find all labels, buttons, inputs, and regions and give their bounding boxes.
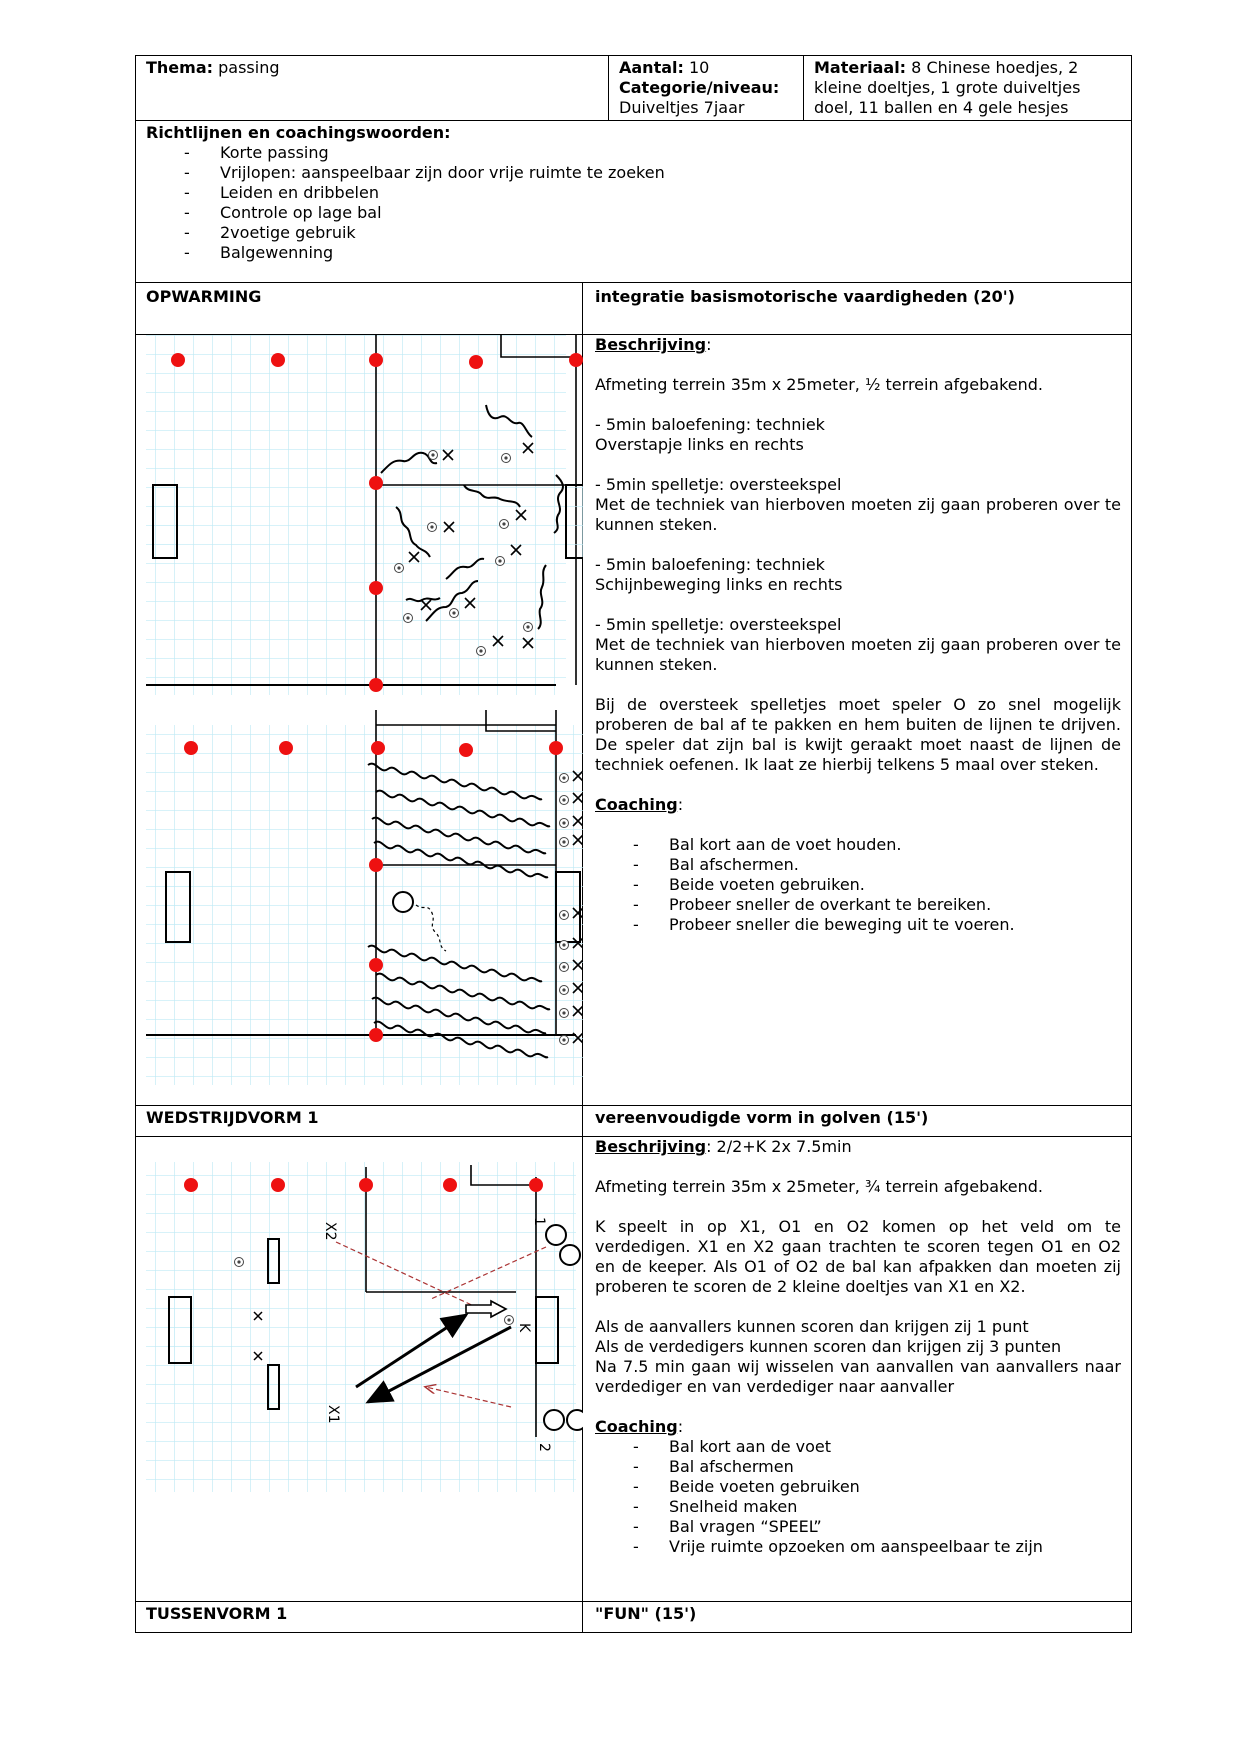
training-sheet xyxy=(135,55,1131,1633)
list-item: - Bal afschermen. xyxy=(633,855,1121,875)
tussenvorm-row xyxy=(136,1602,1132,1633)
opwarming-header-row xyxy=(136,283,1132,335)
paragraph: Overstapje links en rechts xyxy=(595,435,804,454)
paragraph: Bij de oversteek spelletjes moet speler O zo snel mogelijk proberen de bal af te pakken en hem buiten de lijnen te drijven. De speler dat zijn bal is kwijt geraakt moet naast de lijnen de techniek oefenen. Ik laat ze hierbij telkens 5 maal over steken. xyxy=(595,695,1121,774)
wedstrijdvorm-title: WEDSTRIJDVORM 1 xyxy=(136,1106,583,1137)
materiaal-value: 8 Chinese hoedjes, 2 kleine doeltjes, 1 grote duiveltjes doel, 11 ballen en 4 gele hesjes xyxy=(814,58,1081,117)
list-item: - Snelheid maken xyxy=(633,1497,1121,1517)
materiaal-label: Materiaal: xyxy=(814,58,907,77)
opwarming-diagram-cell xyxy=(136,335,583,1106)
categorie-value: Duiveltjes 7jaar xyxy=(619,98,745,117)
training-table xyxy=(135,55,1132,1633)
coaching-list xyxy=(595,835,1121,935)
paragraph: - 5min baloefening: techniek xyxy=(595,415,825,434)
list-item: - Bal vragen “SPEEL” xyxy=(633,1517,1121,1537)
field-diagram-1 xyxy=(146,335,583,695)
list-item: - Bal kort aan de voet houden. xyxy=(633,835,1121,855)
label-x1: X1 xyxy=(325,1405,341,1424)
aantal-label: Aantal: xyxy=(619,58,684,77)
list-item: - Korte passing xyxy=(184,143,1121,163)
list-item: - Balgewenning xyxy=(184,243,1121,263)
list-item: - Leiden en dribbelen xyxy=(184,183,1121,203)
list-item: - Vrije ruimte opzoeken om aanspeelbaar te zijn xyxy=(633,1537,1121,1557)
beschrijving-value: : 2/2+K 2x 7.5min xyxy=(706,1137,852,1156)
list-item: - Controle op lage bal xyxy=(184,203,1121,223)
field-diagram-2 xyxy=(146,710,583,1085)
wedstrijdvorm-body-row xyxy=(136,1137,1132,1602)
aantal-value: 10 xyxy=(689,58,710,77)
tussenvorm-title: TUSSENVORM 1 xyxy=(136,1602,583,1633)
paragraph: Na 7.5 min gaan wij wisselen van aanvallen van aanvallers naar verdediger en van verdediger naar aanvaller xyxy=(595,1357,1121,1396)
beschrijving-label: Beschrijving xyxy=(595,1137,707,1156)
label-x2: X2 xyxy=(322,1222,338,1241)
header-row xyxy=(136,56,1132,121)
paragraph: Als de verdedigers kunnen scoren dan krijgen zij 3 punten xyxy=(595,1337,1062,1356)
coaching-label: Coaching xyxy=(595,795,678,814)
paragraph: Afmeting terrein 35m x 25meter, ½ terrein afgebakend. xyxy=(595,375,1044,394)
thema-cell xyxy=(136,56,609,121)
label-o2: 2 xyxy=(536,1443,552,1452)
paragraph: - 5min spelletje: oversteekspel xyxy=(595,475,842,494)
opwarming-diagram xyxy=(136,335,583,1105)
opwarming-subtitle: integratie basismotorische vaardigheden (20') xyxy=(583,283,1132,335)
paragraph: - 5min spelletje: oversteekspel xyxy=(595,615,842,634)
label-k: K xyxy=(516,1323,532,1333)
richtlijnen-row xyxy=(136,121,1132,283)
aantal-cell xyxy=(609,56,804,121)
richtlijnen-title: Richtlijnen en coachingswoorden: xyxy=(146,123,451,142)
richtlijnen-cell xyxy=(136,121,1132,283)
beschrijving-label: Beschrijving xyxy=(595,335,707,354)
coaching-label: Coaching xyxy=(595,1417,678,1436)
wedstrijdvorm-header-row xyxy=(136,1106,1132,1137)
wedstrijdvorm-description: Beschrijving: 2/2+K 2x 7.5min Afmeting terrein 35m x 25meter, ¾ terrein afgebakend. K speelt in op X1, O1 en O2 komen op het veld om te verdedigen. X1 en X2 gaan trachten te scoren tegen O1 en O2 en de keeper. Als O1 of O2 de bal kan afpakken dan moeten zij proberen te scoren de 2 kleine doeltjes van X1 en X2. Als de aanvallers kunnen scoren dan krijgen zij 1 punt Als de verdedigers kunnen scoren dan krijgen zij 3 punten Na 7.5 min gaan wij wisselen van aanvallen van aanvallers naar verdediger en van verdediger naar aanvaller Coaching: - Bal kort aan de voet - Bal afschermen - Beide voeten gebruiken - Snelheid maken - Bal vragen “SPEEL” - Vrije ruimte opzoeken om aanspeelbaar te zijn xyxy=(583,1137,1132,1602)
paragraph: Met de techniek van hierboven moeten zij gaan proberen over te kunnen steken. xyxy=(595,495,1121,534)
opwarming-description: Beschrijving: Afmeting terrein 35m x 25meter, ½ terrein afgebakend. - 5min baloefening: techniek Overstapje links en rechts - 5min spelletje: oversteekspel Met de techniek van hierboven moeten zij gaan proberen over te kunnen steken. - 5min baloefening: techniek Schijnbeweging links en rechts - 5min spelletje: oversteekspel Met de techniek van hierboven moeten zij gaan proberen over te kunnen steken. Bij de oversteek spelletjes moet speler O zo snel mogelijk proberen de bal af te pakken en hem buiten de lijnen te drijven. De speler dat zijn bal is kwijt geraakt moet naast de lijnen de techniek oefenen. Ik laat ze hierbij telkens 5 maal over steken. Coaching: - Bal kort aan de voet houden. - Bal afschermen. - Beide voeten gebruiken. - Probeer sneller de overkant te bereiken. - Probeer sneller die beweging uit te voeren. xyxy=(583,335,1132,1106)
tussenvorm-subtitle: "FUN" (15') xyxy=(583,1602,1132,1633)
paragraph: Met de techniek van hierboven moeten zij gaan proberen over te kunnen steken. xyxy=(595,635,1121,674)
paragraph: Schijnbeweging links en rechts xyxy=(595,575,843,594)
paragraph: K speelt in op X1, O1 en O2 komen op het veld om te verdedigen. X1 en X2 gaan trachten te scoren tegen O1 en O2 en de keeper. Als O1 of O2 de bal kan afpakken dan moeten zij proberen te scoren de 2 kleine doeltjes van X1 en X2. xyxy=(595,1217,1121,1296)
list-item: - 2voetige gebruik xyxy=(184,223,1121,243)
coaching-list xyxy=(595,1437,1121,1557)
list-item: - Bal afschermen xyxy=(633,1457,1121,1477)
materiaal-cell xyxy=(804,56,1132,121)
thema-value: passing xyxy=(218,58,280,77)
list-item: - Beide voeten gebruiken. xyxy=(633,875,1121,895)
wedstrijdvorm-diagram-cell xyxy=(136,1137,583,1602)
wedstrijdvorm-diagram xyxy=(136,1137,583,1601)
list-item: - Beide voeten gebruiken xyxy=(633,1477,1121,1497)
categorie-label: Categorie/niveau: xyxy=(619,78,780,97)
list-item: - Probeer sneller die beweging uit te voeren. xyxy=(633,915,1121,935)
list-item: - Bal kort aan de voet xyxy=(633,1437,1121,1457)
list-item: - Vrijlopen: aanspeelbaar zijn door vrije ruimte te zoeken xyxy=(184,163,1121,183)
paragraph: Afmeting terrein 35m x 25meter, ¾ terrein afgebakend. xyxy=(595,1177,1044,1196)
paragraph: Als de aanvallers kunnen scoren dan krijgen zij 1 punt xyxy=(595,1317,1029,1336)
opwarming-title: OPWARMING xyxy=(136,283,583,335)
label-o1: 1 xyxy=(531,1217,547,1226)
opwarming-body-row xyxy=(136,335,1132,1106)
thema-label: Thema: xyxy=(146,58,214,77)
wedstrijdvorm-subtitle: vereenvoudigde vorm in golven (15') xyxy=(583,1106,1132,1137)
list-item: - Probeer sneller de overkant te bereiken. xyxy=(633,895,1121,915)
richtlijnen-list xyxy=(146,143,1121,263)
paragraph: - 5min baloefening: techniek xyxy=(595,555,825,574)
